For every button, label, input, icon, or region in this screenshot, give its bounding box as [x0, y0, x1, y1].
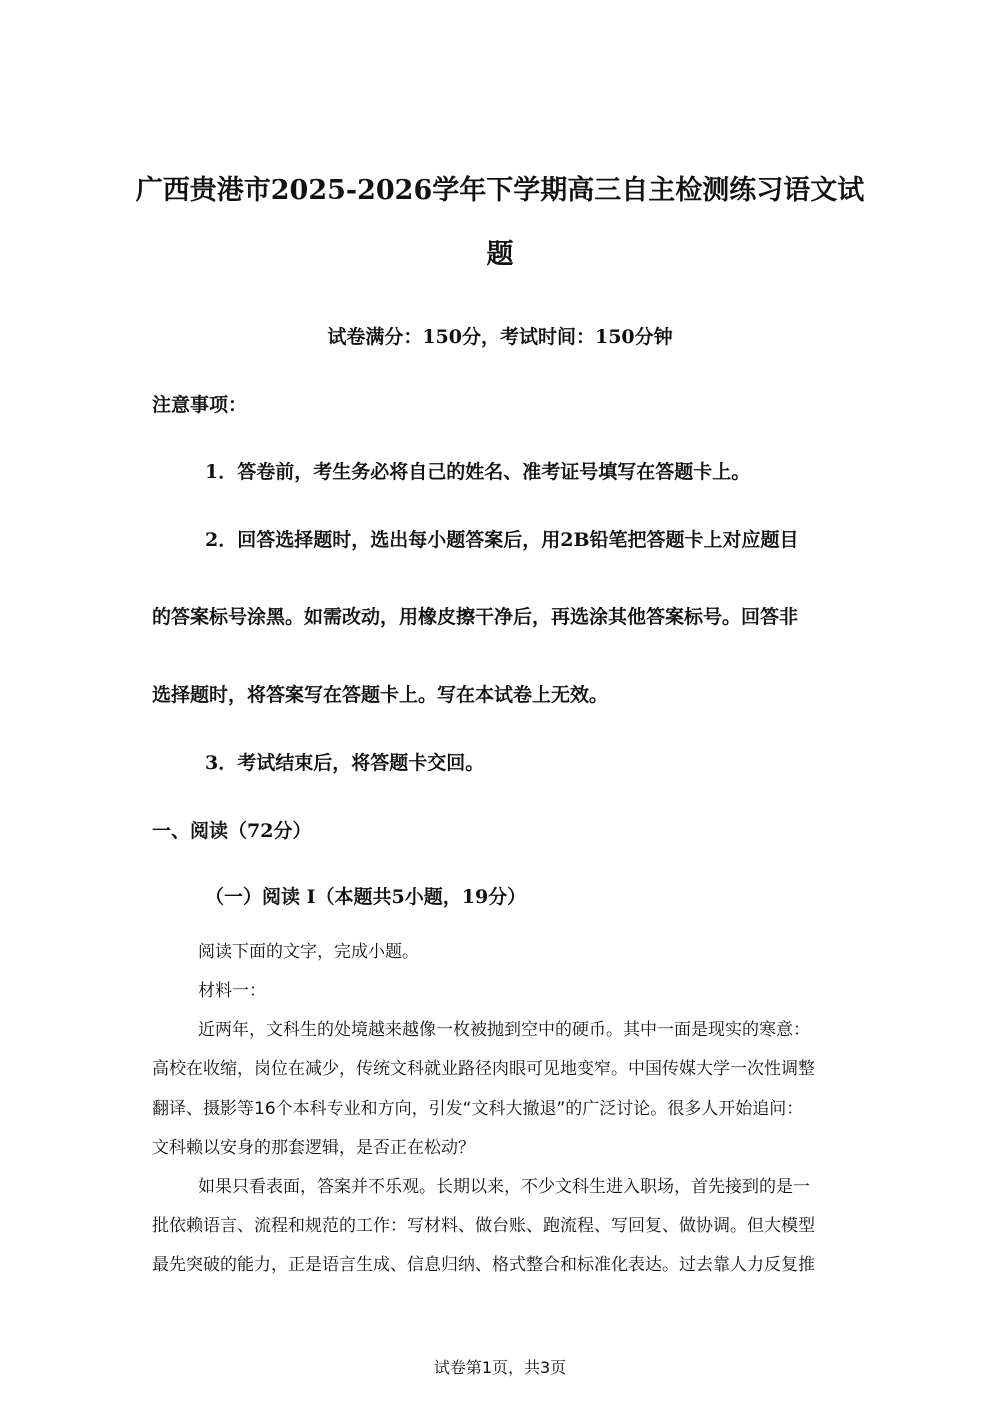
notice-item-2-line2: 的答案标号涂黑。如需改动，用橡皮擦干净后，再选涂其他答案标号。回答非 — [152, 606, 799, 628]
notice-item-1: 1．答卷前，考生务必将自己的姓名、准考证号填写在答题卡上。 — [205, 461, 751, 483]
notice-item-2-line3: 选择题时，将答案写在答题卡上。写在本试卷上无效。 — [152, 684, 609, 706]
paragraph-1-line: 翻译、摄影等16个本科专业和方向，引发“文科大撤退”的广泛讨论。很多人开始追问： — [152, 1099, 804, 1119]
reading-instruction: 阅读下面的文字，完成小题。 — [198, 942, 419, 962]
exam-info: 试卷满分：150分，考试时间：150分钟 — [327, 326, 673, 348]
notice-item-3: 3．考试结束后，将答题卡交回。 — [205, 752, 485, 774]
section-heading: 一、阅读（72分） — [152, 820, 312, 842]
paragraph-1-line: 近两年，文科生的处境越来越像一枚被抛到空中的硬币。其中一面是现实的寒意： — [198, 1020, 810, 1040]
paragraph-1-line: 文科赖以安身的那套逻辑，是否正在松动？ — [152, 1138, 475, 1158]
paragraph-2-line: 批依赖语言、流程和规范的工作：写材料、做台账、跑流程、写回复、做协调。但大模型 — [152, 1216, 815, 1236]
subsection-heading: （一）阅读 I（本题共5小题，19分） — [205, 886, 527, 908]
material-label: 材料一： — [198, 981, 266, 1001]
exam-title-line2: 题 — [486, 239, 514, 270]
paragraph-2-line: 最先突破的能力，正是语言生成、信息归纳、格式整合和标准化表达。过去靠人力反复推 — [152, 1255, 815, 1275]
notice-heading: 注意事项： — [152, 394, 248, 416]
notice-item-2-line1: 2．回答选择题时，选出每小题答案后，用2B铅笔把答题卡上对应题目 — [205, 529, 799, 551]
page-footer: 试卷第1页，共3页 — [433, 1358, 567, 1377]
paragraph-2-line: 如果只看表面，答案并不乐观。长期以来，不少文科生进入职场，首先接到的是一 — [198, 1177, 810, 1197]
exam-title-line1: 广西贵港市2025-2026学年下学期高三自主检测练习语文试 — [135, 175, 865, 206]
paragraph-1-line: 高校在收缩，岗位在减少，传统文科就业路径肉眼可见地变窄。中国传媒大学一次性调整 — [152, 1059, 815, 1079]
